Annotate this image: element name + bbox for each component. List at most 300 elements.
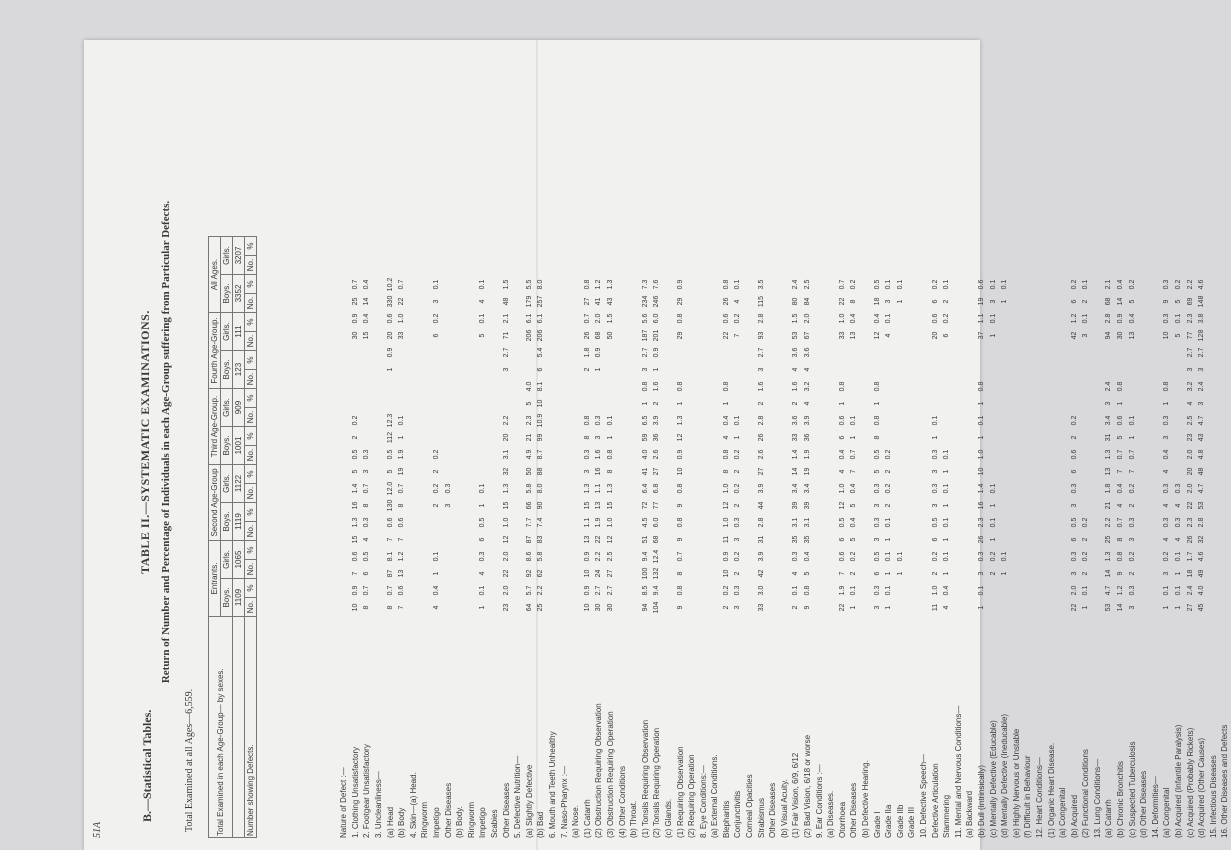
cell-value: 5 [386,469,394,474]
table-row [477,276,489,838]
cell-value: 4.0 [641,449,649,460]
cell-value: 0.4 [433,585,441,596]
cell-value: 0.3 [444,483,452,494]
table-row [779,276,791,838]
cell-value: 3 [1128,537,1136,542]
no-col: No. [245,446,257,465]
cell-value: 0.9 [653,347,661,358]
cell-value: 22 [398,297,406,306]
cell-value: 1 [896,571,904,576]
cell-value: 0.1 [943,483,951,494]
cell-value: 0.8 [873,381,881,392]
cell-value: 4 [734,299,742,304]
table-row [987,276,999,838]
table-row [767,276,779,838]
cell-value: 1 [734,435,742,440]
cell-value: 0.5 [873,449,881,460]
cell-value: 0.2 [1070,415,1078,426]
cell-value: 0.3 [1070,483,1078,494]
cell-value: 64 [525,603,533,612]
cell-value: 0.1 [943,279,951,290]
stub-subtitle: Number showing Defects. [245,617,257,838]
cell-value: 48 [502,297,510,306]
cell-value: 4 [1175,503,1183,508]
cell-value: 2.5 [606,551,614,562]
cell-value: 10 [583,603,591,612]
cell-value: 0.2 [850,551,858,562]
cell-value: 4 [479,571,487,576]
cell-value: 0.6 [838,415,846,426]
cell-value: 1 [896,299,904,304]
cell-value: 3.5 [757,279,765,290]
cell-value: 1.2 [595,279,603,290]
cell-value: 2.8 [1198,517,1206,528]
cell-value: 26 [977,535,985,544]
cell-value: 1 [1175,571,1183,576]
cell-value: 0.5 [351,449,359,460]
cell-value: 6 [537,367,545,372]
cell-value: 0.1 [1175,585,1183,596]
cell-value: 68 [653,535,661,544]
cell-value: 4 [1175,537,1183,542]
cell-value: 4 [1163,537,1171,542]
cell-value: 43 [1198,433,1206,442]
cell-value: 1 [433,571,441,576]
cell-value: 5.4 [537,347,545,358]
cell-value: 0.1 [1001,279,1009,290]
cell-value: 2 [1082,571,1090,576]
cell-value: 88 [537,467,545,476]
cell-value: 18 [1186,569,1194,578]
cell-value: 0.3 [734,517,742,528]
cell-value: 2.4 [792,279,800,290]
cell-value: 3 [1070,503,1078,508]
cell-value: 2.1 [1105,279,1113,290]
table-row [454,276,466,838]
cell-value: 2.3 [977,517,985,528]
cell-value: 6 [1070,299,1078,304]
table-row [581,276,593,838]
cell-value: 9 [804,605,812,610]
cell-value: 10 [676,467,684,476]
cell-value: 4 [722,435,730,440]
cell-value: 0.1 [896,279,904,290]
defect-label: (b) Chronic Bronchitis [1116,761,1126,838]
cell-value: 0.5 [838,517,846,528]
cell-value: 8 [1117,537,1125,542]
cell-value: 3 [1163,571,1171,576]
cell-value: 0.8 [873,415,881,426]
cell-value: 25 [351,297,359,306]
cell-value: 12 [676,433,684,442]
cell-value: 0.3 [1128,585,1136,596]
cell-value: 0.2 [931,279,939,290]
cell-value: 45 [1198,603,1206,612]
cell-value: 1 [989,503,997,508]
cell-value: 1 [943,503,951,508]
cell-value: 0.4 [943,585,951,596]
cell-value: 3.6 [804,347,812,358]
group-header: Second Age-Group [209,465,221,541]
table-row [1057,276,1069,838]
cell-value: 2.8 [1105,313,1113,324]
cell-value: 1.3 [583,483,591,494]
cell-value: 5 [351,469,359,474]
cell-value: 90 [537,501,545,510]
cell-value: 0.7 [1117,449,1125,460]
cell-value: 0.3 [931,483,939,494]
cell-value: 6.1 [525,313,533,324]
cell-value: 100 [641,567,649,580]
defect-label: Grade III [907,806,917,838]
cell-value: 1 [989,537,997,542]
table-row [384,276,396,838]
cell-value: 0.4 [363,313,371,324]
cell-value: 0.5 [873,551,881,562]
cell-value: 0.4 [850,517,858,528]
cell-value: 0.8 [583,279,591,290]
cell-value: 1 [931,435,939,440]
cell-value: 3 [583,469,591,474]
section-heading: B.—Statistical Tables. [140,709,154,822]
cell-value: 3.1 [792,517,800,528]
header-table [208,236,257,838]
cell-value: 26 [583,331,591,340]
cell-value: 201 [653,329,661,342]
cell-value: 1 [1163,401,1171,406]
cell-value: 2 [931,571,939,576]
cell-value: 0.9 [386,347,394,358]
cell-value: 3.9 [757,551,765,562]
defect-label: 15. Infectious Diseases [1208,755,1218,838]
cell-value: 1 [386,367,394,372]
cell-value: 0.2 [1163,551,1171,562]
cell-value: 0.2 [1128,551,1136,562]
pct-col: % [245,579,257,598]
cell-value: 1.0 [838,483,846,494]
table-row [686,276,698,838]
cell-value: 0.1 [943,551,951,562]
cell-value: 23 [502,603,510,612]
cell-value: 3 [977,571,985,576]
defect-label: 12. Heart Conditions— [1034,757,1044,838]
cell-value: 4 [1163,469,1171,474]
cell-value: 1.5 [792,313,800,324]
cell-value: 14 [1117,603,1125,612]
defect-label: 14. Deformities— [1150,776,1160,838]
cell-value: 2.4 [1105,381,1113,392]
cell-value: 0.4 [850,313,858,324]
cell-value: 0.2 [989,551,997,562]
cell-value: 1.3 [351,517,359,528]
cell-value: 3.9 [757,483,765,494]
cell-value: 3.9 [804,415,812,426]
table-row [651,276,663,838]
cell-value: 5.7 [525,585,533,596]
table-row [350,276,362,838]
cell-value: 22 [838,297,846,306]
cell-value: 20 [502,433,510,442]
cell-value: 1.6 [792,381,800,392]
cell-value: 84 [804,297,812,306]
cell-value: 0.3 [1163,483,1171,494]
cell-value: 0.2 [734,551,742,562]
cell-value: 0.6 [1117,415,1125,426]
cell-value: 4.5 [641,517,649,528]
cell-value: 0.7 [676,551,684,562]
cell-value: 2 [433,503,441,508]
group-total: 3207 [233,237,245,275]
defect-label: Stammering [942,794,952,838]
cell-value: 32 [502,467,510,476]
cell-value: 1 [1175,605,1183,610]
cell-value: 5.8 [537,551,545,562]
cell-value: 3 [734,605,742,610]
cell-value: 1.1 [583,517,591,528]
cell-value: 128 [1198,329,1206,342]
cell-value: 1.0 [931,585,939,596]
cell-value: 6.1 [537,313,545,324]
table-row [1173,276,1185,838]
cell-value: 2.0 [1070,585,1078,596]
cell-value: 148 [1198,295,1206,308]
cell-value: 0.8 [583,415,591,426]
cell-value: 0.9 [722,551,730,562]
cell-value: 0.9 [583,585,591,596]
cell-value: 36 [804,433,812,442]
cell-value: 0.5 [363,551,371,562]
cell-value: 1 [1117,401,1125,406]
cell-value: 0.7 [583,313,591,324]
defect-label: (f) Difficult in Behaviour [1023,755,1033,838]
cell-value: 2 [885,503,893,508]
cell-value: 3 [1070,571,1078,576]
cell-value: 6 [1070,469,1078,474]
cell-value: 12 [722,501,730,510]
cell-value: 1.1 [595,483,603,494]
cell-value: 6 [479,537,487,542]
cell-value: 6 [1070,537,1078,542]
cell-value: 1 [1128,435,1136,440]
cell-value: 12.0 [386,481,394,496]
cell-value: 0.1 [479,313,487,324]
table-row [396,276,408,838]
cell-value: 1 [977,605,985,610]
defect-label: 5. Defective Nutrition— [513,755,523,838]
cell-value: 1.5 [606,313,614,324]
sex-header: Girls. [221,541,233,579]
defect-label: Other Diseases [768,782,778,838]
defect-label: (e) Highly Nervous or Unstable [1011,728,1021,838]
cell-value: 13 [1128,331,1136,340]
cell-value: 0.8 [676,381,684,392]
cell-value: 27 [653,467,661,476]
cell-value: 0.2 [1175,279,1183,290]
cell-value: 9.4 [653,585,661,596]
defect-label: Nature of Defect :— [339,767,349,838]
defect-label: (a) Slightly Defective [524,764,534,838]
cell-value: 1 [1082,605,1090,610]
table-row [964,276,976,838]
group-total: 123 [233,351,245,389]
cell-value: 1 [722,401,730,406]
cell-value: 1.2 [398,551,406,562]
table-row [709,276,721,838]
cell-value: 39 [792,501,800,510]
cell-value: 0.6 [722,313,730,324]
cell-value: 1.8 [1105,483,1113,494]
cell-value: 7 [838,571,846,576]
cell-value: 5 [850,503,858,508]
cell-value: 7 [734,333,742,338]
cell-value: 3 [1198,401,1206,406]
cell-value: 3 [931,469,939,474]
cell-value: 234 [641,295,649,308]
cell-value: 0.9 [583,551,591,562]
cell-value: 0.1 [989,313,997,324]
cell-value: 0.7 [363,585,371,596]
cell-value: 15 [502,501,510,510]
cell-value: 15 [351,535,359,544]
cell-value: 0.1 [479,279,487,290]
cell-value: 0.1 [989,483,997,494]
total-examined: Total Examined at all Ages—6,559. [184,688,195,832]
sex-header: Boys. [221,427,233,465]
cell-value: 0.3 [792,551,800,562]
cell-value: 0.8 [722,381,730,392]
defect-label: 4. Skin—(a) Head. [408,772,418,838]
cell-value: 0.7 [398,483,406,494]
cell-value: 12 [873,331,881,340]
pct-col: % [245,465,257,484]
cell-value: 19 [804,467,812,476]
cell-value: 0.5 [386,449,394,460]
cell-value: 2.0 [502,551,510,562]
cell-value: 12.3 [386,413,394,428]
defect-label: Ringworm [466,801,476,838]
cell-value: 0.3 [1163,279,1171,290]
cell-value: 0.1 [1082,313,1090,324]
defect-label: (b) Acquired (Infantile Paralysis) [1174,724,1184,838]
cell-value: 10.2 [386,277,394,292]
cell-value: 0.8 [676,585,684,596]
cell-value: 1 [943,537,951,542]
cell-value: 92 [525,569,533,578]
table-row [999,276,1011,838]
cell-value: 0.2 [734,483,742,494]
cell-value: 0.3 [1128,517,1136,528]
cell-value: 0.1 [734,415,742,426]
cell-value: 1.9 [838,585,846,596]
cell-value: 4 [1186,401,1194,406]
table-row [929,276,941,838]
cell-value: 0.3 [873,483,881,494]
cell-value: 35 [804,535,812,544]
table-row [628,276,640,838]
table-row [744,276,756,838]
defect-label: (b) Defective Hearing. [861,760,871,838]
cell-value: 0.8 [722,449,730,460]
cell-value: 3 [1105,401,1113,406]
cell-value: 1.6 [757,381,765,392]
cell-value: 1.5 [502,279,510,290]
cell-value: 0.5 [931,517,939,528]
cell-value: 66 [525,501,533,510]
cell-value: 2.7 [606,585,614,596]
group-total: 1001 [233,427,245,465]
cell-value: 1.0 [398,313,406,324]
cell-value: 3 [444,503,452,508]
cell-value: 3.4 [1105,415,1113,426]
table-row [1184,276,1196,838]
cell-value: 0.1 [479,483,487,494]
defect-label: (c) Suspected Tuberculosis [1127,741,1137,838]
cell-value: 7 [351,571,359,576]
cell-value: 1.3 [1105,449,1113,460]
cell-value: 0.1 [885,585,893,596]
cell-value: 2 [734,571,742,576]
cell-value: 2.7 [502,347,510,358]
table-row [1115,276,1127,838]
cell-value: 3 [1163,435,1171,440]
cell-value: 0.1 [433,551,441,562]
cell-value: 6 [931,537,939,542]
cell-value: 0.9 [1117,313,1125,324]
cell-value: 0.3 [1175,483,1183,494]
cell-value: 0.8 [977,381,985,392]
cell-value: 0.8 [722,279,730,290]
defect-label: Ringworm [420,801,430,838]
table-row [1022,276,1034,838]
cell-value: 4 [363,537,371,542]
defect-label: (a) Nose. [571,805,581,838]
defect-label: 7. Naso-Pharynx :— [559,765,569,838]
cell-value: 13 [398,569,406,578]
table-row [1219,276,1231,838]
cell-value: 4.7 [1105,585,1113,596]
cell-value: 3 [873,503,881,508]
cell-value: 0.2 [1128,279,1136,290]
defect-label: (b) Acquired [1069,794,1079,838]
defect-label: Other Diseases [849,782,859,838]
cell-value: 2 [351,435,359,440]
cell-value: 3.0 [757,585,765,596]
cell-value: 3 [885,299,893,304]
cell-value: 4 [433,605,441,610]
cell-value: 0.2 [722,585,730,596]
cell-value: 41 [641,467,649,476]
cell-value: 10.9 [537,413,545,428]
table-row [663,276,675,838]
sex-header: Boys. [221,351,233,389]
no-col: No. [245,294,257,313]
cell-value: 3.4 [804,483,812,494]
cell-value: 1 [479,605,487,610]
cell-value: 0.5 [479,517,487,528]
cell-value: 2 [1070,435,1078,440]
cell-value: 0.2 [734,449,742,460]
cell-value: 0.5 [1070,517,1078,528]
defect-label: 6. Mouth and Teeth Unhealthy [547,731,557,838]
defect-label: (a) External Conditions. [710,754,720,838]
group-total: 1065 [233,541,245,579]
defect-label: Impetigo [478,807,488,838]
cell-value: 4 [885,333,893,338]
defect-label: Blepharitis [721,800,731,838]
table-row [895,276,907,838]
table-row [408,276,420,838]
cell-value: 10 [1163,331,1171,340]
